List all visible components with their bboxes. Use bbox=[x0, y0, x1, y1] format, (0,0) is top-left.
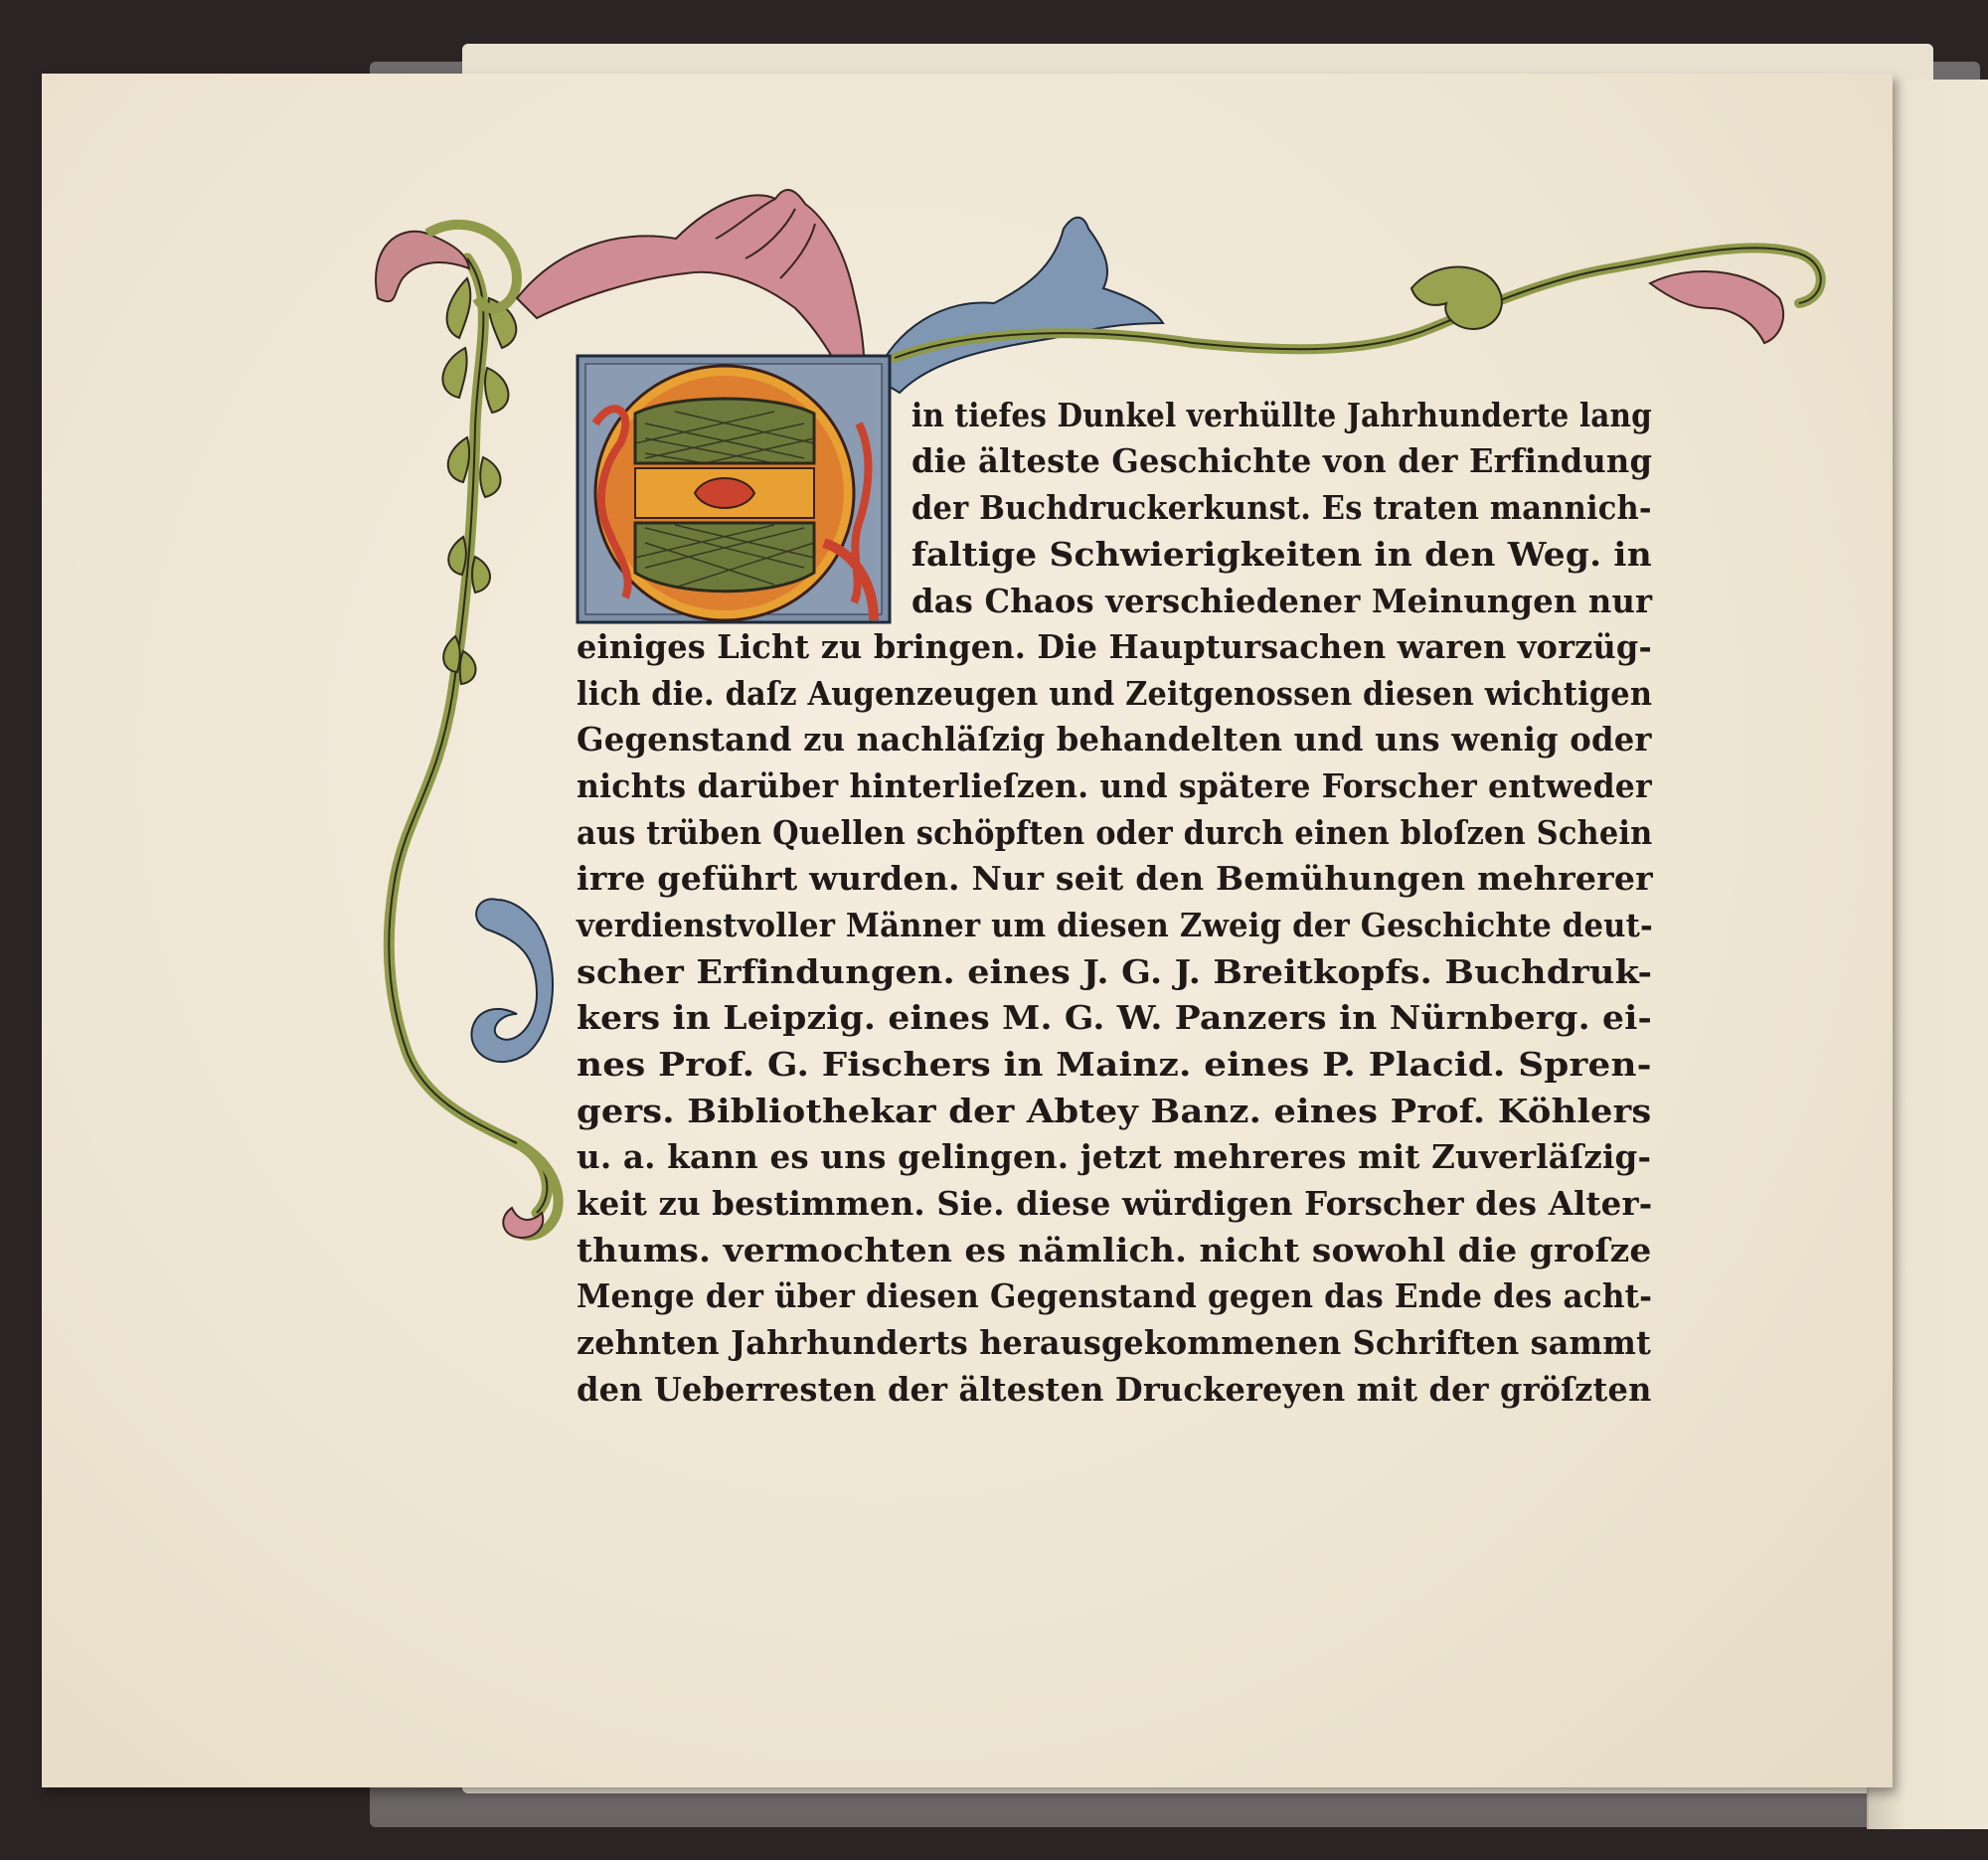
text-line: keit zu bestimmen. Sie. diese würdigen Forscher des Alter- bbox=[577, 1184, 1653, 1223]
text-line: irre geführt wurden. Nur seit den Bemühungen mehrerer bbox=[577, 859, 1653, 898]
text-line: zehnten Jahrhunderts herausgekommenen Schriften sammt bbox=[577, 1323, 1651, 1362]
text-line: gers. Bibliothekar der Abtey Banz. eines Prof. Köhlers bbox=[577, 1092, 1652, 1130]
text-line: aus trüben Quellen schöpften oder durch einen bloſzen Schein bbox=[577, 813, 1653, 852]
text-line: Gegenstand zu nachläſzig behandelten und uns wenig oder bbox=[577, 720, 1652, 759]
text-line: faltige Schwierigkeiten in den Weg. in bbox=[911, 535, 1652, 574]
text-line: das Chaos verschiedener Meinungen nur bbox=[911, 582, 1653, 620]
text-line: den Ueberresten der ältesten Druckereyen mit der gröſzten bbox=[577, 1370, 1652, 1409]
text-line: lich die. daſz Augenzeugen und Zeitgenossen diesen wichtigen bbox=[577, 674, 1653, 713]
text-line: kers in Leipzig. eines M. G. W. Panzers in Nürnberg. ei- bbox=[577, 998, 1653, 1037]
text-line: u. a. kann es uns gelingen. jetzt mehreres mit Zuverläſzig- bbox=[577, 1137, 1652, 1176]
text-line: thums. vermochten es nämlich. nicht sowohl die groſze bbox=[577, 1231, 1652, 1269]
text-line: der Buchdruckerkunst. Es traten mannich- bbox=[911, 488, 1652, 527]
text-line: in tiefes Dunkel verhüllte Jahrhunderte lang bbox=[911, 396, 1652, 434]
text-line: Menge der über diesen Gegenstand gegen das Ende des acht- bbox=[577, 1276, 1653, 1315]
text-line: nichts darüber hinterlieſzen. und spätere Forscher entweder bbox=[577, 766, 1652, 805]
text-line: verdienstvoller Männer um diesen Zweig der Geschichte deut- bbox=[577, 906, 1653, 944]
text-line: scher Erfindungen. eines J. G. J. Breitkopfs. Buchdruk- bbox=[577, 952, 1653, 991]
text-line: einiges Licht zu bringen. Die Hauptursachen waren vorzüg- bbox=[577, 627, 1652, 666]
text-line: nes Prof. G. Fischers in Mainz. eines P. Placid. Spren- bbox=[577, 1045, 1652, 1084]
text-line: die älteste Geschichte von der Erfindung bbox=[911, 441, 1653, 480]
